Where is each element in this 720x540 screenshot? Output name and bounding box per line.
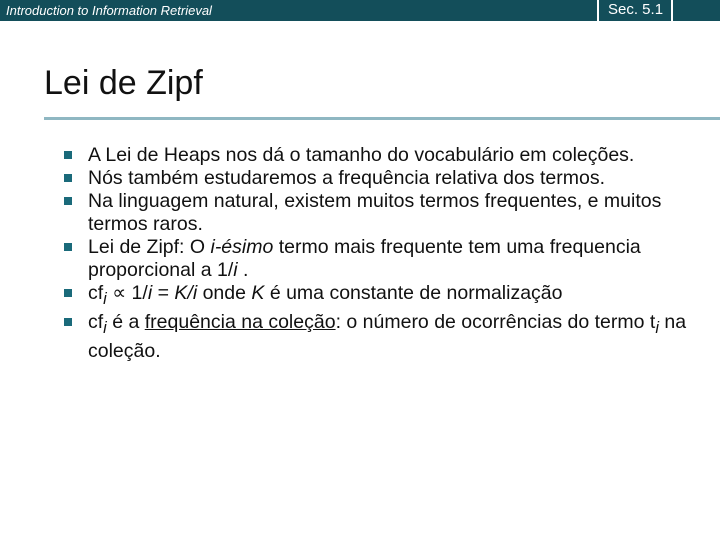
subscript-i: i — [103, 318, 107, 337]
bullet-text-italic: K/i — [174, 282, 198, 304]
bullet-item — [64, 282, 714, 311]
bullet-text-underlined: frequência na coleção — [144, 310, 336, 333]
bullet-list — [64, 144, 714, 363]
bullet-item — [64, 236, 714, 282]
bullet-text-italic: i-ésimo — [210, 236, 274, 258]
bullet-text: termo mais frequente tem uma frequencia proporcional a 1/ — [88, 236, 641, 281]
subscript-i: i — [655, 318, 659, 337]
bullet-text-italic: K — [251, 282, 265, 304]
course-title: Introduction to Information Retrieval — [6, 3, 212, 18]
square-bullet-icon — [64, 151, 72, 159]
page-title: Lei de Zipf — [44, 64, 203, 102]
square-bullet-icon — [64, 289, 72, 297]
bullet-text: Lei de Zipf: O — [88, 236, 211, 258]
bullet-text: ∝ 1/ — [106, 282, 148, 304]
bullet-text: Na linguagem natural, existem muitos termos frequentes, e muitos termos raros. — [88, 190, 662, 235]
square-bullet-icon — [64, 197, 72, 205]
bullet-text: cf — [88, 310, 104, 333]
bullet-text: é a — [106, 310, 145, 333]
bullet-item — [64, 167, 714, 190]
subscript-i: i — [103, 289, 107, 308]
bullet-text: Nós também estudaremos a frequência relativa dos termos. — [88, 167, 605, 189]
title-divider — [44, 117, 720, 120]
square-bullet-icon — [64, 318, 72, 326]
bullet-text: é uma constante de normalização — [264, 282, 563, 304]
bullet-text-italic: i — [233, 259, 238, 281]
square-bullet-icon — [64, 243, 72, 251]
bullet-text: cf — [88, 282, 104, 304]
bullet-text-italic: i — [147, 282, 153, 304]
bullet-item — [64, 190, 714, 236]
bullet-item — [64, 144, 714, 167]
square-bullet-icon — [64, 174, 72, 182]
bullet-text: : o número de ocorrências do termo t — [335, 310, 656, 333]
bullet-item — [64, 311, 714, 363]
section-label: Sec. 5.1 — [608, 1, 664, 18]
bullet-text: onde — [197, 282, 252, 304]
bullet-text: = — [152, 282, 175, 304]
bullet-text: A Lei de Heaps nos dá o tamanho do vocabulário em coleções. — [88, 144, 635, 166]
bullet-text: . — [237, 259, 249, 281]
bullet-text: na coleção. — [88, 310, 687, 362]
